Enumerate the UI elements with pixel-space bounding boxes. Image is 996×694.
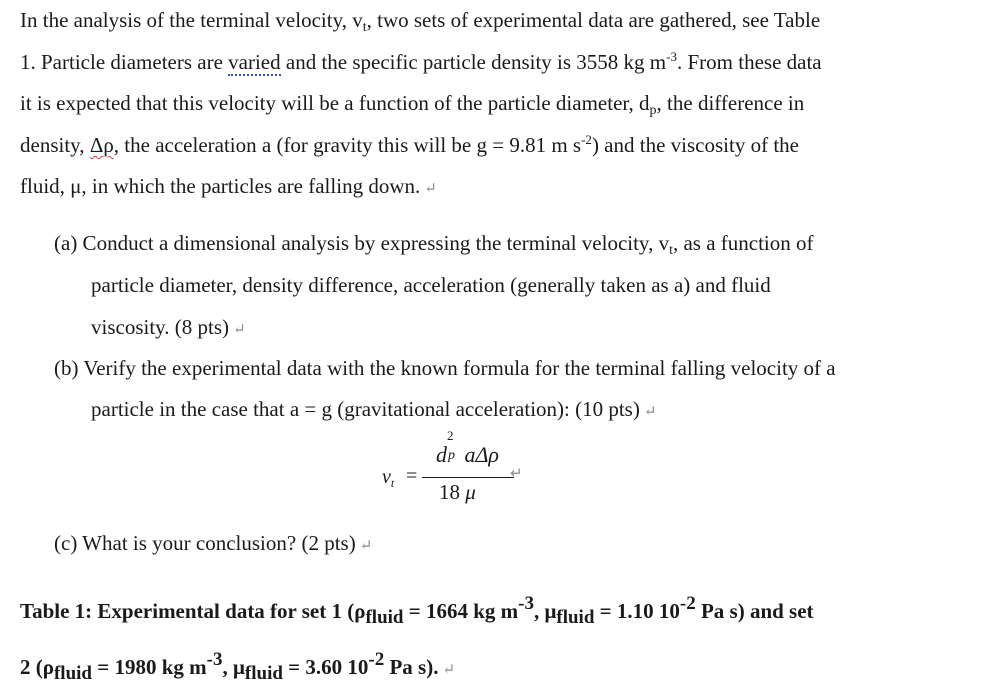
item-b-line-1 bbox=[54, 354, 836, 382]
intro-text: 1. Particle diameters are bbox=[20, 50, 229, 74]
item-text: (a) Conduct a dimensional analysis by expressing the terminal velocity, v bbox=[54, 231, 670, 255]
terminal-velocity-formula bbox=[382, 428, 542, 508]
formula-equals: = bbox=[406, 465, 418, 487]
intro-text: , the acceleration a (for gravity this will be g = 9.81 m s bbox=[113, 133, 582, 157]
superscript: -2 bbox=[581, 132, 592, 147]
subscript: t bbox=[362, 20, 367, 35]
paragraph-mark-icon: ↵ bbox=[359, 538, 373, 554]
item-text: particle in the case that a = g (gravitational acceleration): (10 pts) bbox=[91, 397, 640, 421]
item-a-line-2 bbox=[91, 271, 771, 299]
intro-text: ) and the viscosity of the bbox=[591, 133, 799, 157]
subscript: p bbox=[649, 103, 657, 118]
table-caption-line-1: Table 1: Experimental data for set 1 (ρfluid = 1664 kg m-3, μfluid = 1.10 10-2 Pa s) and set bbox=[20, 593, 814, 628]
item-text: particle diameter, density difference, acceleration (generally taken as a) and fluid bbox=[91, 273, 771, 297]
intro-line-3 bbox=[20, 89, 804, 117]
paragraph-mark-icon: ↵ bbox=[510, 466, 523, 482]
intro-text: and the specific particle density is 3558 kg m bbox=[280, 50, 667, 74]
paragraph-mark-icon: ↵ bbox=[442, 662, 456, 678]
intro-text: it is expected that this velocity will be a function of the particle diameter, d bbox=[20, 91, 650, 115]
subscript: t bbox=[669, 243, 673, 258]
item-c-line-1 bbox=[54, 529, 372, 560]
formula-numerator: d 2 p aΔρ bbox=[436, 428, 499, 467]
intro-text: fluid, μ, in which the particles are falling down. bbox=[20, 174, 421, 198]
intro-line-5 bbox=[20, 172, 437, 203]
flagged-word[interactable]: Δρ bbox=[89, 133, 114, 157]
intro-text: , two sets of experimental data are gathered, see Table bbox=[366, 8, 821, 32]
intro-text: density, bbox=[20, 133, 90, 157]
intro-text: . From these data bbox=[676, 50, 822, 74]
formula-lhs: $v_t$ bbox=[382, 466, 395, 490]
item-text: , as a function of bbox=[672, 231, 814, 255]
superscript: -3 bbox=[666, 49, 677, 64]
intro-line-4 bbox=[20, 131, 799, 159]
table-caption-line-2: 2 (ρfluid = 1980 kg m-3, μfluid = 3.60 10-2 Pa s). ↵ bbox=[20, 649, 456, 684]
item-a-line-1 bbox=[54, 229, 814, 257]
intro-text: In the analysis of the terminal velocity, v bbox=[20, 8, 363, 32]
item-text: (c) What is your conclusion? (2 pts) bbox=[54, 531, 356, 555]
item-text: viscosity. (8 pts) bbox=[91, 315, 230, 339]
item-text: (b) Verify the experimental data with the known formula for the terminal falling velocity of a bbox=[54, 356, 836, 380]
intro-line-2 bbox=[20, 48, 822, 76]
item-b-line-2 bbox=[91, 395, 656, 426]
item-a-line-3 bbox=[91, 313, 246, 344]
formula-denominator: 18 μ bbox=[439, 480, 476, 504]
paragraph-mark-icon: ↵ bbox=[233, 322, 246, 338]
flagged-word[interactable]: varied bbox=[228, 50, 281, 74]
fraction-bar bbox=[422, 477, 514, 478]
paragraph-mark-icon: ↵ bbox=[424, 181, 437, 197]
intro-text: , the difference in bbox=[656, 91, 805, 115]
intro-line-1 bbox=[20, 6, 820, 34]
paragraph-mark-icon: ↵ bbox=[643, 404, 657, 420]
